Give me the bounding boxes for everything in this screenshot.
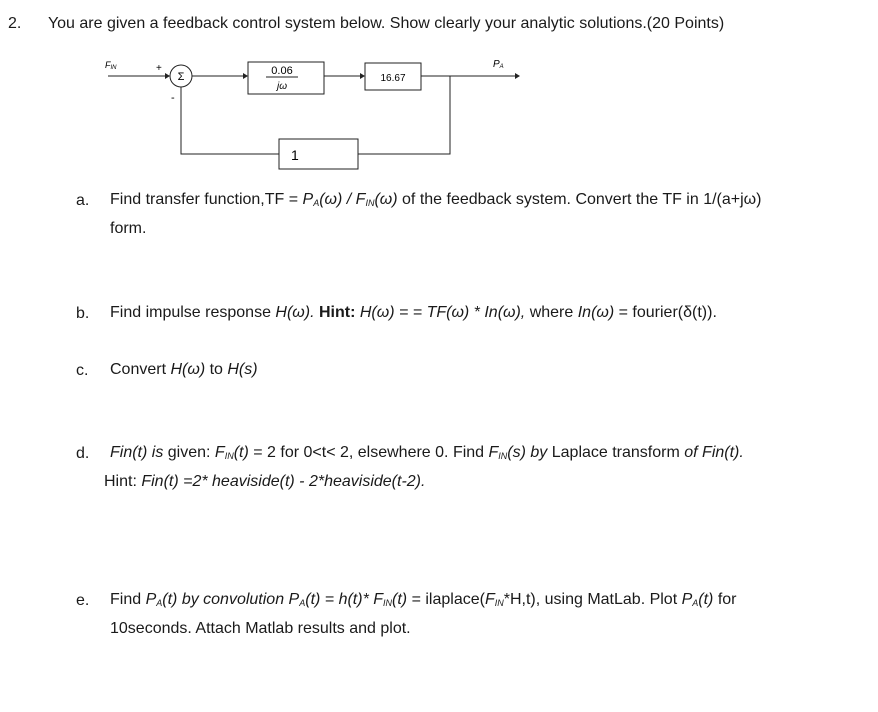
block1-arrowhead	[243, 73, 248, 79]
gain-block-value: 16.67	[380, 73, 406, 84]
feedback-block-value: 1	[291, 147, 299, 163]
feedback-line-left	[181, 87, 279, 154]
input-label: FIN	[105, 60, 117, 71]
item-d-line2: Hint: Fin(t) =2* heaviside(t) - 2*heaviside(t-2).	[104, 473, 426, 490]
item-e-letter: e.	[76, 592, 90, 609]
item-c: Convert H(ω) to H(s)	[110, 361, 258, 378]
item-e-line1: Find $P_A(t)$ by convolution $P_A(t) = h(t)*$ $F_{IN}(t)$ = $ilaplace(F_{IN}*H,t)$, using MatLab. Plot $P_A(t)$ for	[110, 591, 737, 608]
question-text: You are given a feedback control system below. Show clearly your analytic solutions.(20 Points)	[47, 15, 725, 32]
item-b-letter: b.	[76, 305, 90, 322]
item-c-letter: c.	[76, 362, 89, 379]
item-b: Find impulse response H(ω). Hint: H(ω) = = TF(ω) * In(ω), where In(ω) = fourier(δ(t)).	[110, 304, 717, 321]
block2-arrowhead	[360, 73, 365, 79]
plus-sign: +	[156, 63, 162, 74]
item-d-line1: Fin(t) is given: $F_{IN}(t) = 2$ for 0<t< 2, elsewhere 0. Find $F_{IN}(s)$ by Laplace transform of Fin(t).	[110, 444, 744, 461]
output-arrowhead	[515, 73, 520, 79]
item-a-line2: form.	[110, 220, 147, 237]
block1-denominator: jω	[276, 81, 288, 92]
item-e-line2: 10seconds. Attach Matlab results and plot.	[110, 620, 411, 637]
minus-sign: -	[171, 92, 175, 104]
item-d-letter: d.	[76, 445, 90, 462]
item-e	[110, 587, 737, 642]
item-a	[110, 187, 762, 242]
block-diagram	[0, 0, 560, 180]
block1-numerator: 0.06	[271, 65, 293, 77]
item-d	[104, 440, 744, 495]
sum-symbol: Σ	[177, 71, 185, 83]
item-a-letter: a.	[76, 192, 90, 209]
item-a-line1: Find transfer function,TF = $P_A(\omega) / F_{IN}(\omega)$ of the feedback system. Convert the TF in 1/(a+jω)	[110, 191, 762, 208]
output-label: PA	[493, 59, 504, 70]
feedback-line-right	[358, 76, 450, 154]
input-arrowhead	[165, 73, 170, 79]
question-number: 2.	[8, 15, 22, 32]
